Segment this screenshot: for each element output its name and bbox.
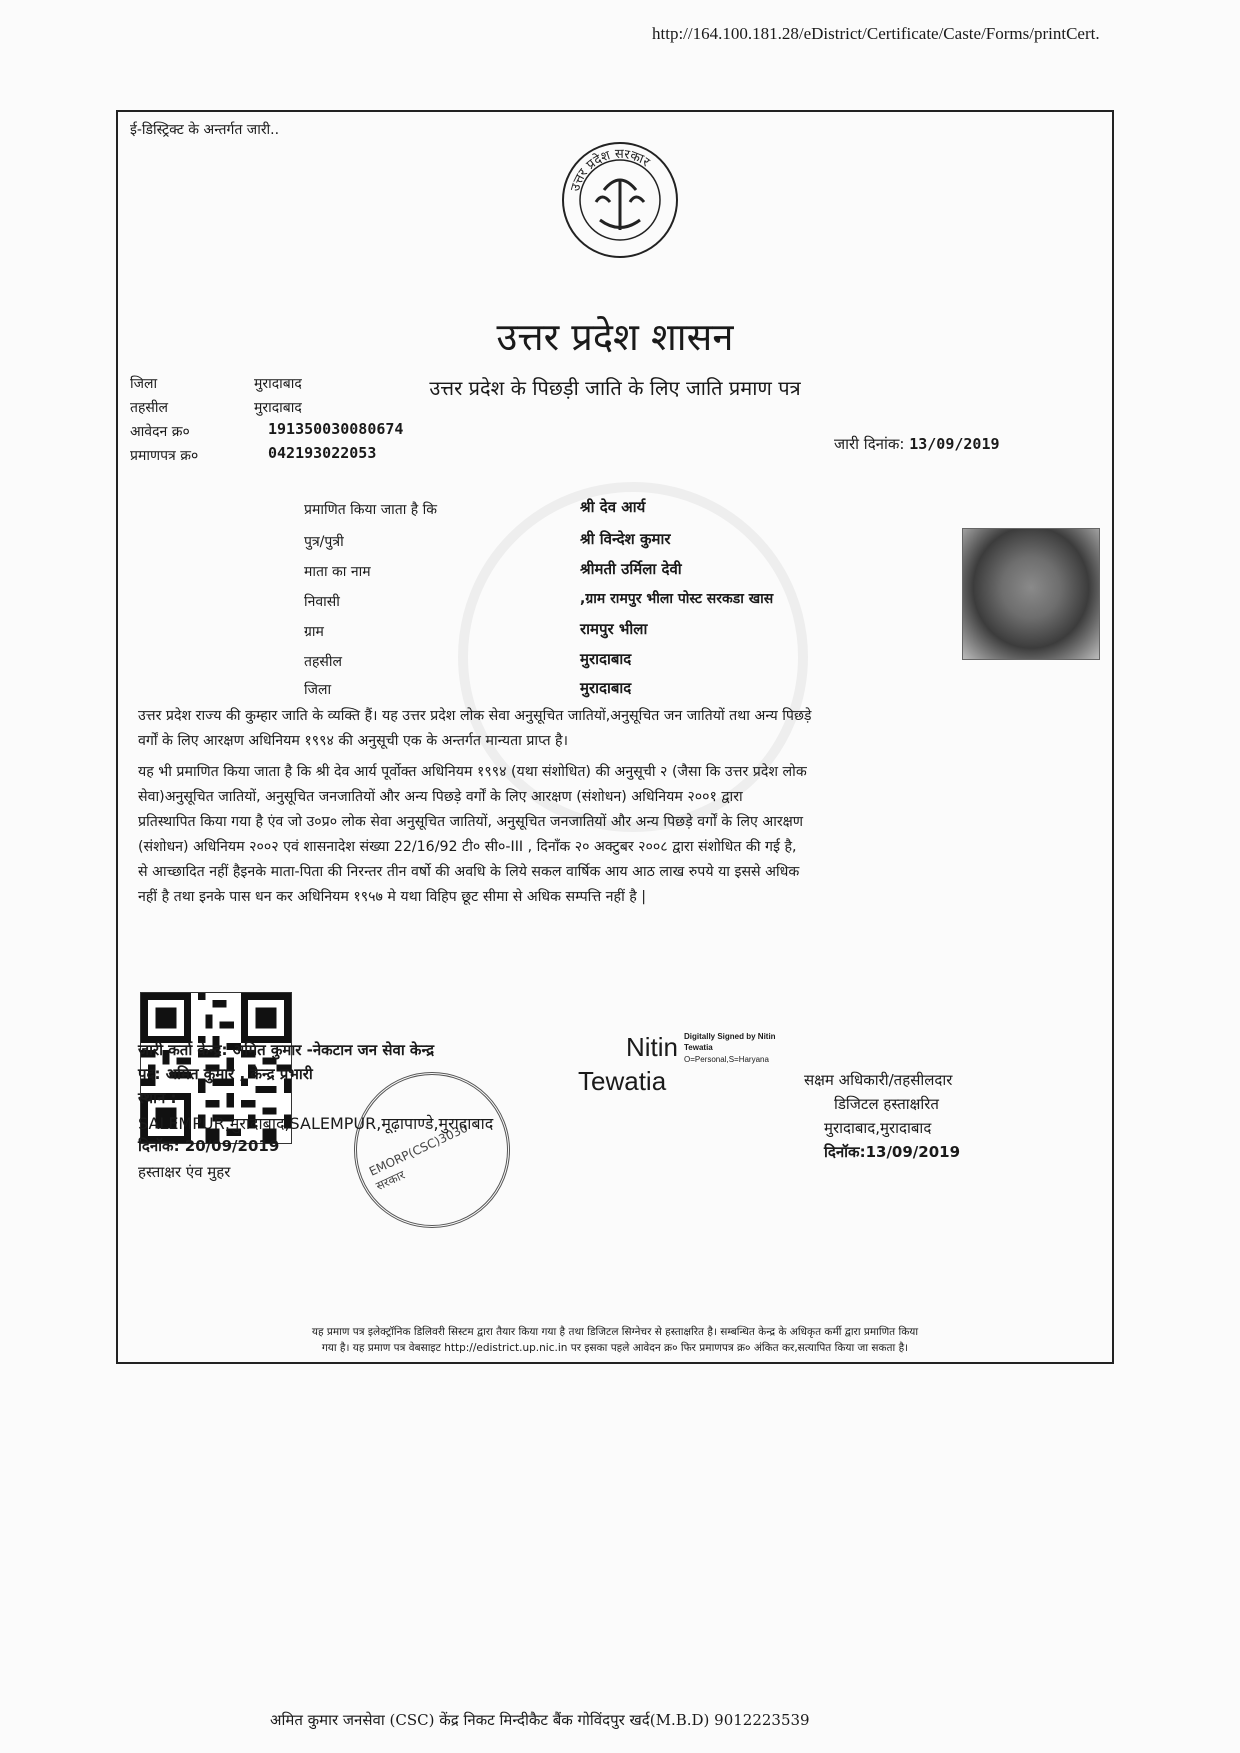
certificate-number: 042193022053 bbox=[268, 444, 377, 462]
certification-paragraph-line: से आच्छादित नहीं हैइनके माता-पिता की निरन्तर तीन वर्षो की अवधि के लिये सकल वार्षिक आय आठ लाख रुपये या इससे अधिक bbox=[138, 864, 800, 880]
csc-centre-address: अमित कुमार जनसेवा (CSC) केंद्र निकट मिन्दीकैट बैंक गोविंदपुर खर्द(M.B.D) 9012223539 bbox=[270, 1711, 810, 1729]
issue-date-label: जारी दिनांक: bbox=[834, 435, 905, 453]
issued-under-label: ई-डिस्ट्रिक्ट के अन्तर्गत जारी.. bbox=[130, 122, 280, 138]
page-url: http://164.100.181.28/eDistrict/Certificate/Caste/Forms/printCert. bbox=[652, 24, 1100, 43]
caste-paragraph-line: वर्गों के लिए आरक्षण अधिनियम १९९४ की अनुसूची एक के अन्तर्गत मान्यता प्राप्त है। bbox=[138, 733, 568, 749]
digital-signature-dn: O=Personal,S=Haryana bbox=[684, 1055, 769, 1064]
caste-paragraph-line: उत्तर प्रदेश राज्य की कुम्हार जाति के व्यक्ति हैं। यह उत्तर प्रदेश लोक सेवा अनुसूचित जातियों,अनुसूचित जन जातियों तथा अन्य पिछड़े bbox=[138, 708, 812, 724]
digital-signature-last-name: Tewatia bbox=[578, 1066, 667, 1096]
authority-digital-signed: डिजिटल हस्ताक्षरित bbox=[834, 1095, 939, 1113]
resident-label: निवासी bbox=[304, 594, 340, 610]
stamp-text: EMORP(CSC)3030 सरकार bbox=[367, 1120, 471, 1194]
certificate-frame bbox=[116, 110, 1114, 1364]
application-label: आवेदन क्र० bbox=[130, 424, 190, 440]
emblem-text: उत्तर प्रदेश सरकार bbox=[568, 146, 653, 194]
issue-date bbox=[834, 434, 1000, 454]
issuer-post: पद: अमित कुमार , केन्द्र प्रभारी bbox=[138, 1065, 313, 1083]
tehsil-value: मुरादाबाद bbox=[254, 400, 302, 416]
village-label: ग्राम bbox=[304, 624, 324, 640]
issuer-centre: जारी कर्ता केन्द्र: अमित कुमार -नेकटान जन सेवा केन्द्र bbox=[138, 1041, 435, 1059]
verification-note-line: गया है। यह प्रमाण पत्र वेबसाइट http://edistrict.up.nic.in पर इसका पहले आवेदन क्र० फिर प्रमाणपत्र क्र० अंकित कर,सत्यापित किया जा सकता है। bbox=[321, 1342, 909, 1354]
government-title: उत्तर प्रदेश शासन bbox=[496, 315, 734, 359]
district-label: जिला bbox=[130, 376, 158, 392]
certification-paragraph-line: सेवा)अनुसूचित जातियों, अनुसूचित जनजातियों और अन्य पिछड़े वर्गों के लिए आरक्षण (संशोधन) अधिनियम २००१ द्वारा bbox=[138, 789, 743, 805]
certification-paragraph-line: नहीं है तथा इनके पास धन कर अधिनियम १९५७ मे यथा विहिप छूट सीमा से अधिक सम्पत्ति नहीं है | bbox=[138, 889, 647, 905]
issuer-signature-label: हस्ताक्षर एंव मुहर bbox=[138, 1163, 231, 1181]
tehsil-label: तहसील bbox=[130, 400, 168, 416]
certificate-number-label: प्रमाणपत्र क्र० bbox=[130, 448, 199, 464]
certification-paragraph-line: यह भी प्रमाणित किया जाता है कि श्री देव आर्य पूर्वोक्त अधिनियम १९९४ (यथा संशोधित) की अनुसूची २ (जैसा कि उत्तर प्रदेश लोक bbox=[138, 764, 807, 780]
mother-name: श्रीमती उर्मिला देवी bbox=[580, 560, 682, 578]
district-value: मुरादाबाद bbox=[254, 376, 302, 392]
up-government-emblem-icon bbox=[560, 140, 680, 260]
issue-date-value: 13/09/2019 bbox=[909, 435, 1000, 453]
applicant-photo bbox=[962, 528, 1100, 660]
applicant-name: श्री देव आर्य bbox=[580, 498, 646, 516]
certification-paragraph bbox=[138, 760, 1108, 910]
certification-paragraph-line: (संशोधन) अधिनियम २००२ एवं शासनादेश संख्या 22/16/92 टी० सी०-III , दिनाँक २० अक्टुबर २००८ द्वारा संशोधित की गई है, bbox=[138, 839, 797, 855]
authority-title: सक्षम अधिकारी/तहसीलदार bbox=[804, 1071, 953, 1089]
certify-label: प्रमाणित किया जाता है कि bbox=[304, 502, 438, 518]
digital-signature-signed-by: Digitally Signed by Nitin bbox=[684, 1032, 776, 1041]
caste-paragraph bbox=[138, 704, 1108, 754]
verification-note-line: यह प्रमाण पत्र इलेक्ट्रॉनिक डिलिवरी सिस्टम द्वारा तैयार किया गया है तथा डिजिटल सिग्नेचर से हस्ताक्षरित है। सम्बन्धित केन्द्र के अधिकृत कर्मी द्वारा प्रमाणित किया bbox=[311, 1326, 919, 1338]
person-tehsil-value: मुरादाबाद bbox=[580, 650, 632, 668]
issuer-place-label: स्थान : bbox=[138, 1089, 177, 1107]
authority-place: मुरादाबाद,मुरादाबाद bbox=[824, 1119, 932, 1137]
mother-label: माता का नाम bbox=[304, 564, 371, 580]
issuer-date: दिनॉक: 20/09/2019 bbox=[138, 1137, 280, 1155]
village-value: रामपुर भीला bbox=[580, 620, 648, 638]
parent-name: श्री विन्देश कुमार bbox=[580, 530, 671, 548]
person-district-value: मुरादाबाद bbox=[580, 679, 632, 697]
issuer-place: SALEMPUR,मुरादाबाद,SALEMPUR,मूढ़ापाण्डे,मुरादाबाद bbox=[138, 1114, 494, 1133]
authority-date: दिनॉक:13/09/2019 bbox=[824, 1143, 961, 1161]
resident-address: ,ग्राम रामपुर भीला पोस्ट सरकडा खास bbox=[580, 591, 774, 607]
person-district-label: जिला bbox=[304, 682, 332, 698]
person-tehsil-label: तहसील bbox=[304, 654, 342, 670]
parent-label: पुत्र/पुत्री bbox=[304, 534, 344, 550]
digital-signature-signed-by-2: Tewatia bbox=[684, 1043, 713, 1052]
certification-paragraph-line: प्रतिस्थापित किया गया है एंव जो उ०प्र० लोक सेवा अनुसूचित जातियों, अनुसूचित जनजातियों और अन्य पिछड़े वर्गों के लिए आरक्षण bbox=[138, 814, 804, 830]
verification-note bbox=[118, 1324, 1112, 1356]
application-number: 191350030080674 bbox=[268, 420, 404, 438]
certificate-title: उत्तर प्रदेश के पिछड़ी जाति के लिए जाति प्रमाण पत्र bbox=[429, 376, 801, 400]
svg-text:उत्तर प्रदेश सरकार bbox=[568, 147, 653, 193]
csc-seal-stamp bbox=[354, 1072, 510, 1228]
digital-signature-first-name: Nitin bbox=[626, 1032, 679, 1062]
